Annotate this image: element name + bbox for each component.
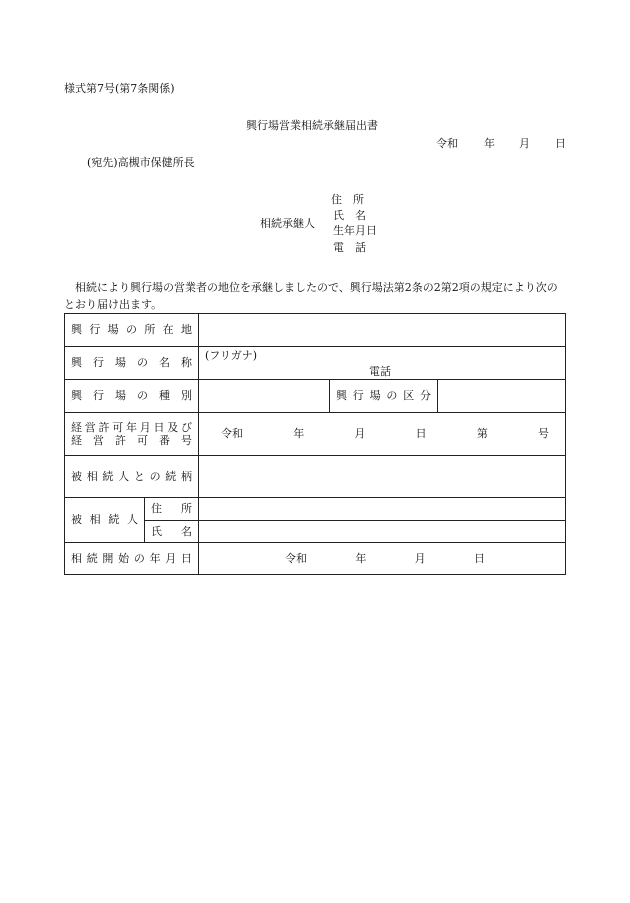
- label-decedent: 被相続人: [65, 498, 145, 543]
- field-start-date[interactable]: [199, 543, 566, 575]
- permit-no-suffix: 号: [538, 427, 550, 441]
- applicant-address-label: 住 所: [331, 193, 364, 206]
- row-type: [65, 380, 566, 413]
- body-paragraph: [64, 279, 565, 313]
- date-day: 日: [555, 137, 566, 150]
- field-decedent-address[interactable]: [199, 498, 566, 521]
- field-name[interactable]: [199, 347, 566, 380]
- row-decedent-address: [65, 498, 566, 521]
- label-location: 興行場の所在地: [65, 314, 199, 347]
- date-year: 年: [484, 137, 495, 150]
- field-category[interactable]: [438, 380, 566, 413]
- label-permit: 経営許可年月日及び 経営許可番号: [65, 413, 199, 456]
- date-era: 令和: [436, 137, 458, 150]
- label-category: 興行場の区分: [330, 380, 438, 413]
- field-permit[interactable]: [199, 413, 566, 456]
- row-permit: [65, 413, 566, 456]
- page-title: 興行場営業相続承継届出書: [246, 119, 378, 132]
- applicant-birthdate-label: 生年月日: [333, 224, 377, 237]
- permit-no-prefix: 第: [476, 427, 488, 441]
- body-text: 相続により興行場の営業者の地位を承継しましたので、興行場法第2条の2第2項の規定により次のとおり届け出ます。: [64, 281, 558, 311]
- permit-year: 年: [293, 427, 305, 441]
- applicant-phone-label: 電 話: [333, 241, 366, 254]
- field-type[interactable]: [199, 380, 330, 413]
- row-name: [65, 347, 566, 380]
- permit-day: 日: [415, 427, 427, 441]
- row-start-date: [65, 543, 566, 575]
- addressee: (宛先)高槻市保健所長: [87, 156, 195, 169]
- start-year: 年: [355, 551, 367, 565]
- venue-phone-label: 電話: [369, 365, 391, 378]
- label-decedent-name: 氏名: [145, 521, 199, 543]
- label-start-date: 相続開始の年月日: [65, 543, 199, 575]
- row-relationship: [65, 456, 566, 498]
- field-relationship[interactable]: [199, 456, 566, 498]
- start-day: 日: [473, 551, 485, 565]
- applicant-name-label: 氏 名: [333, 209, 366, 222]
- field-location[interactable]: [199, 314, 566, 347]
- label-name: 興行場の名称: [65, 347, 199, 380]
- row-location: [65, 314, 566, 347]
- date-month: 月: [519, 137, 530, 150]
- furigana-label: (フリガナ): [205, 349, 258, 362]
- start-era: 令和: [285, 551, 307, 565]
- permit-era: 令和: [221, 427, 243, 441]
- label-relationship: 被相続人との続柄: [65, 456, 199, 498]
- form-table: [64, 313, 566, 575]
- label-type: 興行場の種別: [65, 380, 199, 413]
- field-decedent-name[interactable]: [199, 521, 566, 543]
- label-decedent-address: 住所: [145, 498, 199, 521]
- form-number: 様式第7号(第7条関係): [64, 82, 175, 95]
- permit-month: 月: [354, 427, 366, 441]
- applicant-label: 相続承継人: [260, 217, 315, 230]
- start-month: 月: [414, 551, 426, 565]
